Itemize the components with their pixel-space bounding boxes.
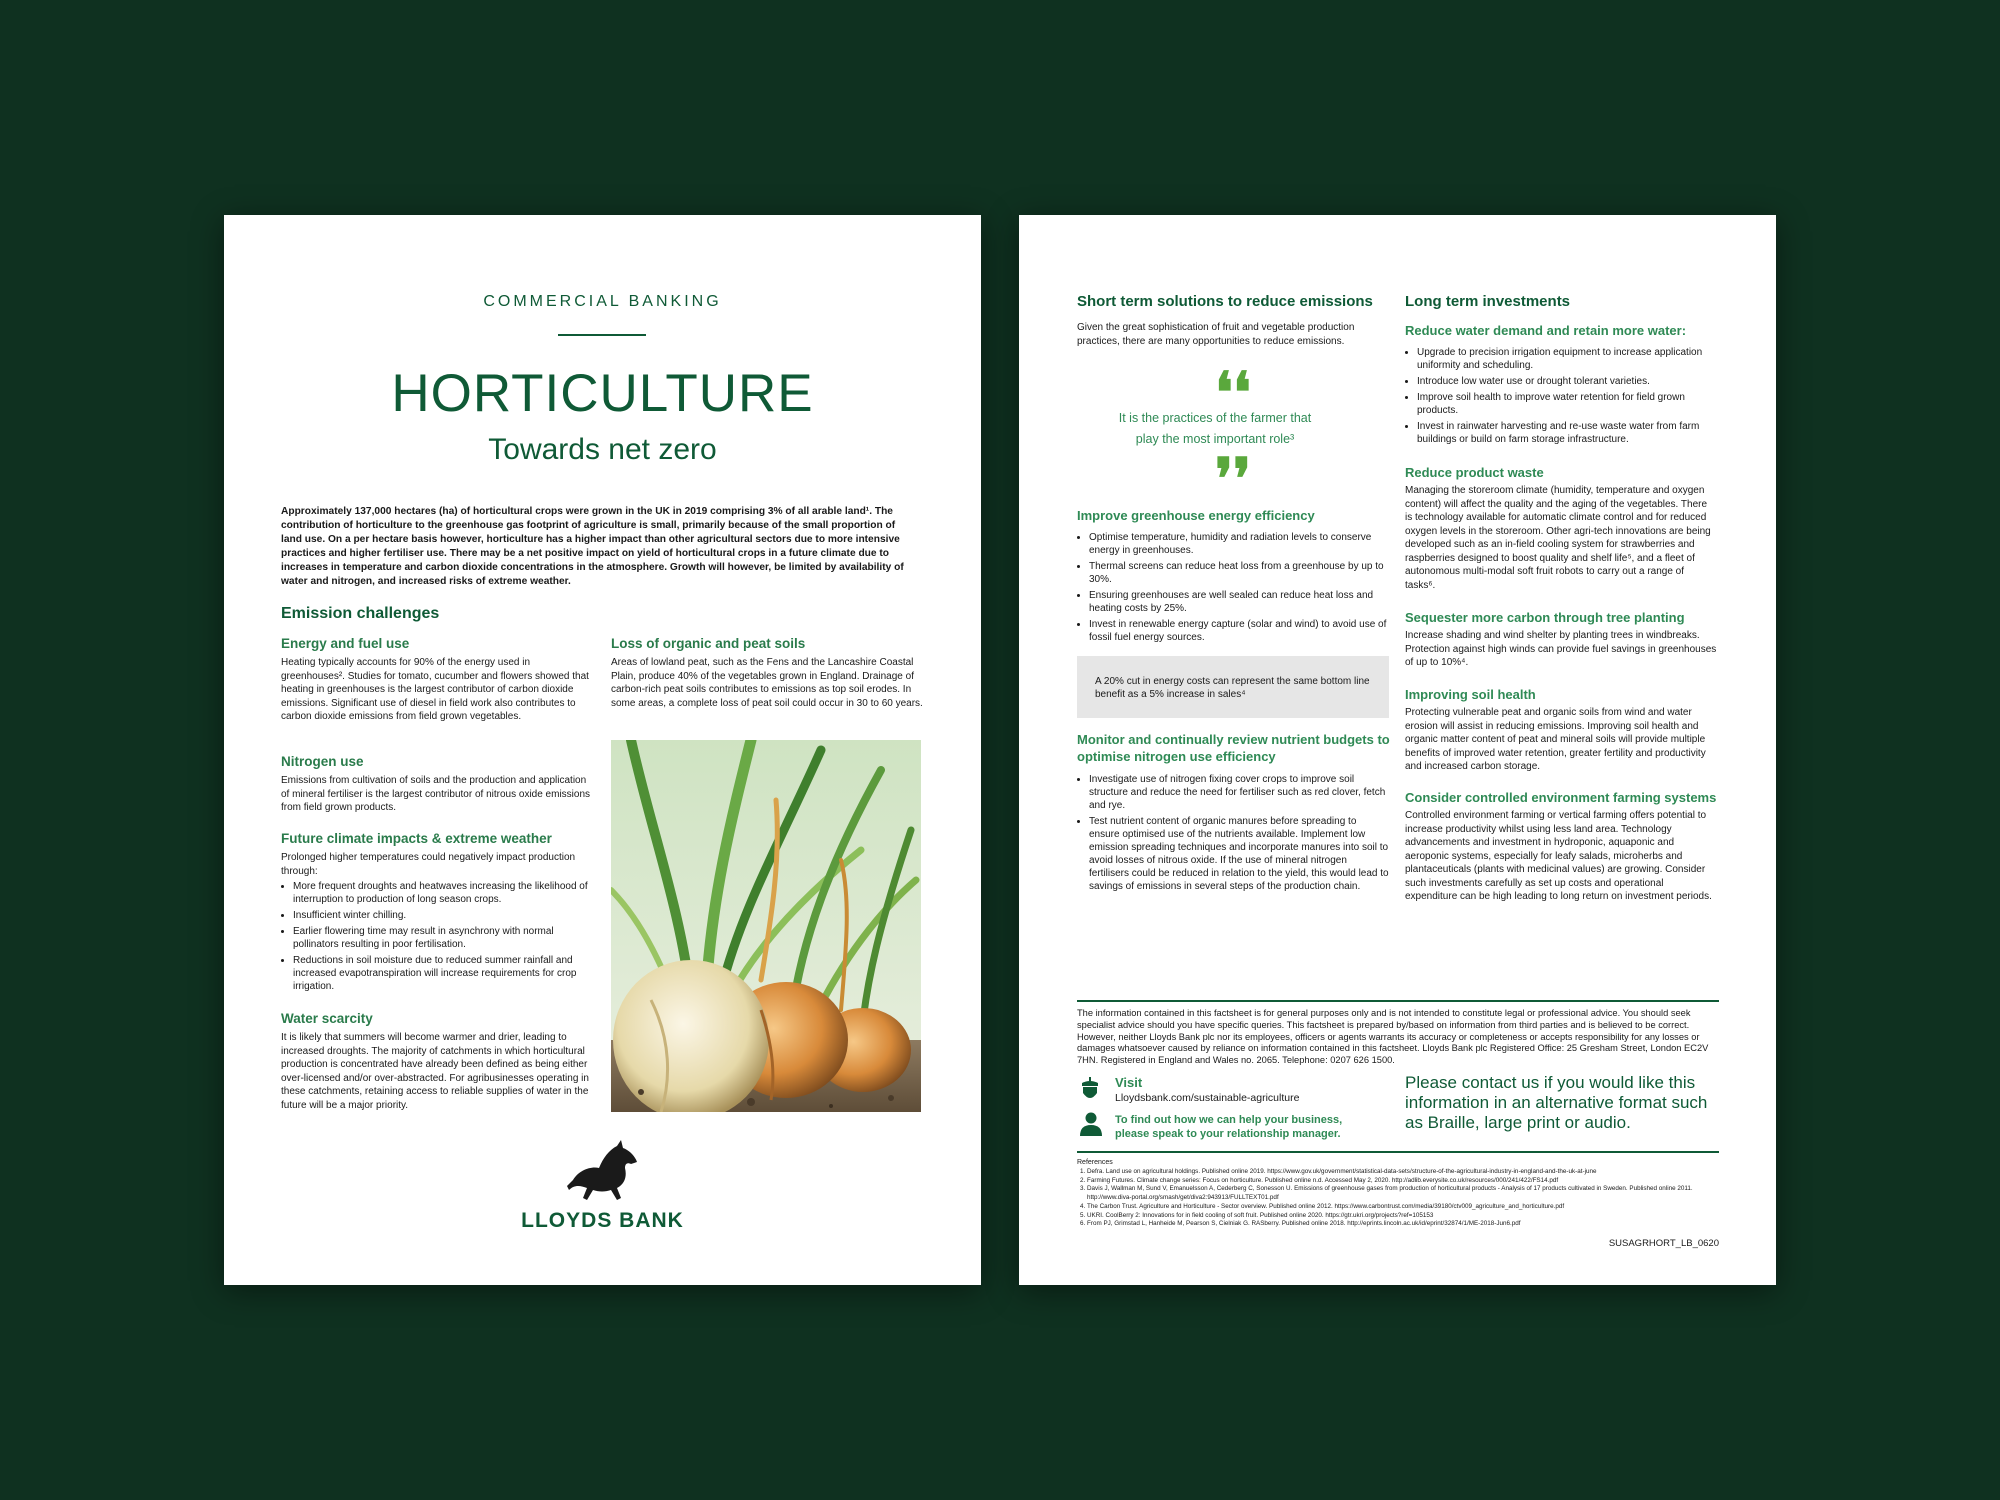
cef-heading: Consider controlled environment farming systems: [1405, 790, 1717, 805]
product-waste-body: Managing the storeroom climate (humidity, temperature and oxygen content) will affect the quality and the aging of the vegetables. There is technology available for automatic climate control and for reduced oxygen levels in the storeroom. Other agri-tech innovations are being developed such as an in-field cooling system for strawberries and raspberries designed to boost quality and shelf life⁵, and a fleet of autonomous multi-modal soft fruit robots to carry out a range of tasks⁶.: [1405, 485, 1711, 591]
list-item: 1. Defra. Land use on agricultural holdings. Published online 2019. https://www.gov.uk/government/statistical-data-sets/structure-of-the-agricultural-industry-in-england-and-the-uk-at-june: [1087, 1168, 1733, 1177]
section-title-emission-challenges: Emission challenges: [281, 605, 440, 622]
nutrient-heading: Monitor and continually review nutrient budgets to optimise nitrogen use efficiency: [1077, 732, 1390, 764]
list-item: • Test nutrient content of organic manures before spreading to ensure optimised use of the nutrients available. Implement low emission spreading techniques and incorporate manures into soil to avoid losses of nitrous oxide. If the use of mineral nitrogen fertilisers could be reduced in relation to the yield, this would lead to savings of emissions in several steps of the production chain.: [1089, 815, 1389, 893]
list-item: 5. UKRI. CoolBerry 2: Innovations for in field cooling of soft fruit. Published online 2020. https://gtr.ukri.org/projects?ref=105153: [1087, 1212, 1733, 1221]
lloyds-horse-logo-icon: [224, 1140, 981, 1211]
document-code: SUSAGRHORT_LB_0620: [1608, 1238, 1719, 1249]
climate-body: Prolonged higher temperatures could negatively impact production through:: [281, 852, 576, 877]
cef-body: Controlled environment farming or vertical farming offers potential to increase productivity whilst using less land area. Technology advancements and investment in hydroponic, aquaponic and aeroponic systems, especially for leafy salads, microherbs and plantaceuticals (plants with medicinal values) are growing. Consider such investments carefully as set up costs and operational expenditure can be high leading to long return on investment periods.: [1405, 810, 1712, 902]
intro-paragraph: Approximately 137,000 hectares (ha) of horticultural crops were grown in the UK in 2019 comprising 3% of all arable land¹. The contribution of horticulture to the greenhouse gas footprint of agriculture is small, primarily because of the small proportion of land use. On a per hectare basis however, horticulture has a higher impact than other agricultural sectors due to more intensive practices and higher fertiliser use. There may be a net positive impact on yield of horticultural crops in a future climate due to increases in temperature and carbon dioxide concentrations in the atmosphere. Growth will however, be limited by availability of water and nitrogen, and increased risks of extreme weather.: [281, 506, 904, 587]
short-term-heading: Short term solutions to reduce emissions: [1077, 293, 1373, 310]
divider: [1077, 1000, 1719, 1002]
energy-callout-text: A 20% cut in energy costs can represent the same bottom line benefit as a 5% increase in sales⁴: [1095, 676, 1370, 700]
water-demand-heading: Reduce water demand and retain more water:: [1405, 323, 1687, 338]
list-item: • Insufficient winter chilling.: [293, 909, 593, 922]
references-list: [1077, 1168, 1733, 1229]
list-item: 3. Davis J, Wallman M, Sund V, Emanuelsson A, Cederberg C, Sonesson U. Emissions of greenhouse gases from production of horticultural products - Analysis of 17 products cultivated in Sweden. Published online 2011. http://www.diva-portal.org/smash/get/diva2:943913/FULLTEXT01.pdf: [1087, 1185, 1733, 1202]
list-item: 4. The Carbon Trust. Agriculture and Horticulture - Sector overview. Published online 2012. https://www.carbontrust.com/media/39180/ctv009_agriculture_and_horticulture.pdf: [1087, 1203, 1733, 1212]
short-term-body: Given the great sophistication of fruit and vegetable production practices, there are many opportunities to reduce emissions.: [1077, 322, 1355, 347]
list-item: • More frequent droughts and heatwaves increasing the likelihood of interruption to production of long season crops.: [293, 880, 593, 906]
product-waste-heading: Reduce product waste: [1405, 465, 1544, 480]
factsheet-page-front: [224, 215, 981, 1285]
list-item: 2. Farming Futures. Climate change series: Focus on horticulture. Published online n.d. Accessed May 2, 2020. http://adlib.everysite.co.uk/resources/000/241/422/FS14.pdf: [1087, 1177, 1733, 1186]
quote-open-icon: ❛❛: [1215, 360, 1252, 426]
references-label: References: [1077, 1159, 1113, 1166]
energy-body: Heating typically accounts for 90% of the energy used in greenhouses². Studies for tomato, cucumber and flowers showed that heating in greenhouses is the largest contributor of carbon dioxide emissions. Significant use of diesel in field work also contributes to carbon dioxide emissions from field grown vegetables.: [281, 657, 589, 722]
person-icon: [1080, 1112, 1102, 1141]
water-heading: Water scarcity: [281, 1011, 373, 1026]
pull-quote: It is the practices of the farmer that play the most important role³: [1118, 411, 1312, 446]
list-item: • Optimise temperature, humidity and radiation levels to conserve energy in greenhouses.: [1089, 531, 1389, 557]
long-term-heading: Long term investments: [1405, 293, 1571, 310]
soil-health-body: Protecting vulnerable peat and organic soils from wind and water erosion will assist in reducing emissions. Improving soil health and organic matter content of peat and mineral soils will provide multiple benefits of improved water retention, greater fertility and productivity and increased carbon storage.: [1405, 707, 1706, 772]
energy-callout-box: [1077, 656, 1389, 718]
list-item: • Reductions in soil moisture due to reduced summer rainfall and increased evapotranspiration will increase requirements for crop irrigation.: [293, 954, 593, 993]
greenhouse-heading: Improve greenhouse energy efficiency: [1077, 508, 1315, 523]
onion-photo: [611, 740, 921, 1112]
peat-heading: Loss of organic and peat soils: [611, 636, 806, 651]
energy-heading: Energy and fuel use: [281, 636, 410, 651]
visit-label: Visit: [1115, 1075, 1143, 1090]
list-item: • Upgrade to precision irrigation equipment to increase application uniformity and scheduling.: [1417, 346, 1723, 372]
page-subtitle: Towards net zero: [488, 433, 717, 466]
acorn-icon: [1081, 1077, 1099, 1106]
list-item: • Investigate use of nitrogen fixing cover crops to improve soil structure and reduce the need for fertiliser such as red clover, fetch and rye.: [1089, 773, 1389, 812]
disclaimer-text: The information contained in this factsheet is for general purposes only and is not intended to constitute legal or professional advice. You should seek specialist advice should you have specific queries. This factsheet is prepared by/based on information from third parties and is believed to be correct. However, neither Lloyds Bank plc nor its employees, officers or agents warrants its accuracy or completeness or accepts responsibility for any losses or damages whatsoever caused by reliance on information contained in this factsheet. Lloyds Bank plc Registered Office: 25 Gresham Street, London EC2V 7HN. Registered in England and Wales no. 2065. Telephone: 0207 626 1500.: [1077, 1008, 1709, 1066]
divider: [1077, 1151, 1719, 1153]
carbon-body: Increase shading and wind shelter by planting trees in windbreaks. Protection against high winds can provide fuel savings in greenhouses of up to 10%⁴.: [1405, 630, 1717, 668]
visit-link[interactable]: Lloydsbank.com/sustainable-agriculture: [1115, 1092, 1300, 1104]
water-demand-bullets: [1405, 346, 1723, 449]
nitrogen-heading: Nitrogen use: [281, 754, 364, 769]
alternative-format-text: Please contact us if you would like this information in an alternative format such as Braille, large print or audio.: [1405, 1073, 1708, 1132]
page-title: HORTICULTURE: [391, 364, 814, 423]
climate-bullets: [281, 880, 593, 996]
kicker: COMMERCIAL BANKING: [483, 293, 722, 310]
lloyds-bank-wordmark: LLOYDS BANK: [521, 1209, 684, 1232]
list-item: • Improve soil health to improve water retention for field grown products.: [1417, 391, 1723, 417]
list-item: • Earlier flowering time may result in asynchrony with normal pollinators resulting in poor fertilisation.: [293, 925, 593, 951]
climate-heading: Future climate impacts & extreme weather: [281, 831, 552, 846]
factsheet-page-back: [1019, 215, 1776, 1285]
kicker-rule: [558, 334, 646, 336]
quote-close-icon: ❜❜: [1215, 446, 1252, 512]
list-item: • Thermal screens can reduce heat loss from a greenhouse by up to 30%.: [1089, 560, 1389, 586]
nutrient-bullets: [1077, 773, 1389, 896]
list-item: 6. From PJ, Grimstad L, Hanheide M, Pearson S, Cielniak G. RASberry. Published online 2018. http://eprints.lincoln.ac.uk/id/eprint/32874/1/ME-2018-Jun6.pdf: [1087, 1220, 1733, 1229]
relationship-manager-text: To find out how we can help your business, please speak to your relationship manager.: [1115, 1114, 1343, 1140]
greenhouse-bullets: [1077, 531, 1389, 647]
water-body: It is likely that summers will become warmer and drier, leading to increased droughts. The majority of catchments in which horticultural production is concentrated have already been defined as being either over-licensed and/or over-abstracted. For agribusinesses operating in these catchments, retaining access to reliable supplies of water in the future will be a major priority.: [281, 1032, 589, 1111]
carbon-heading: Sequester more carbon through tree planting: [1405, 610, 1685, 625]
list-item: • Introduce low water use or drought tolerant varieties.: [1417, 375, 1723, 388]
list-item: • Invest in renewable energy capture (solar and wind) to avoid use of fossil fuel energy sources.: [1089, 618, 1389, 644]
list-item: • Invest in rainwater harvesting and re-use waste water from farm buildings or build on farm storage infrastructure.: [1417, 420, 1723, 446]
list-item: • Ensuring greenhouses are well sealed can reduce heat loss and heating costs by 25%.: [1089, 589, 1389, 615]
nitrogen-body: Emissions from cultivation of soils and the production and application of mineral fertiliser is the largest contributor of nitrous oxide emissions from field grown products.: [281, 775, 591, 813]
peat-body: Areas of lowland peat, such as the Fens and the Lancashire Coastal Plain, produce 40% of the vegetables grown in England. Drainage of carbon-rich peat soils contributes to emissions as top soil erodes. In some areas, a complete loss of peat soil could occur in 30 to 60 years.: [611, 657, 923, 709]
soil-health-heading: Improving soil health: [1405, 687, 1536, 702]
